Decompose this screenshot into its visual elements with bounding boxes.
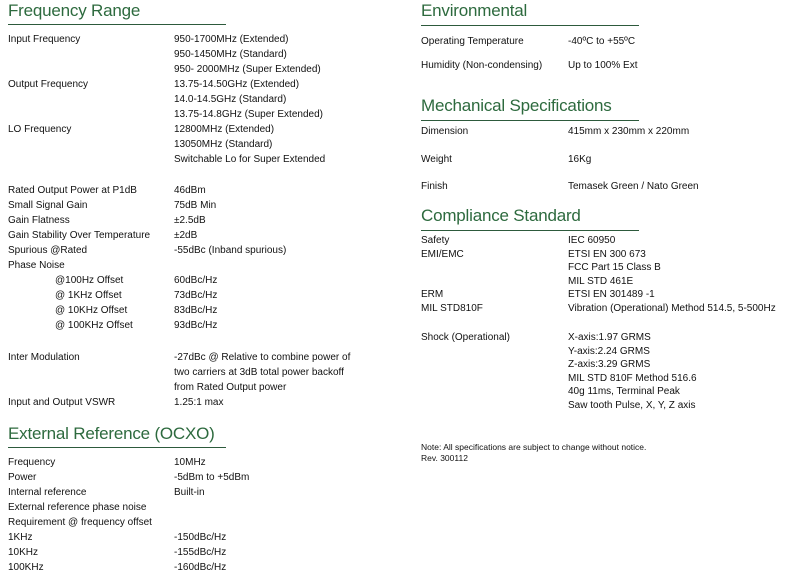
spec-label: MIL STD810F (421, 302, 483, 314)
external-reference-section (8, 424, 215, 444)
spec-label: ERM (421, 289, 444, 300)
spec-label: Gain Stability Over Temperature (8, 230, 151, 241)
spec-label: Weight (421, 154, 452, 165)
spec-label: @100Hz Offset (55, 275, 124, 286)
spec-row-inter-modulation (8, 350, 400, 365)
section-divider (421, 25, 639, 26)
mechanical-section (421, 96, 612, 116)
spec-row (421, 372, 792, 386)
spec-row-humidity (421, 58, 792, 73)
spec-label: 10KHz (8, 547, 39, 558)
spec-row-phase-noise-100khz (8, 318, 400, 333)
spec-row-ext-ref-phase-noise (8, 500, 400, 515)
spec-row (8, 92, 400, 107)
spec-row-spurious (8, 243, 400, 258)
spec-value: 1.25:1 max (174, 397, 224, 408)
spec-value: 415mm x 230mm x 220mm (568, 126, 690, 137)
compliance-rows (421, 234, 792, 315)
section-title-external-reference: External Reference (OCXO) (8, 424, 215, 443)
section-title-mechanical: Mechanical Specifications (421, 96, 612, 115)
section-title-compliance: Compliance Standard (421, 206, 581, 225)
spec-row (421, 261, 792, 275)
spec-row-rated-output-power (8, 183, 400, 198)
spec-label: @ 1KHz Offset (55, 290, 122, 301)
spec-row (421, 345, 792, 359)
spec-row-output-frequency (8, 77, 400, 92)
spec-value: Up to 100% Ext (568, 60, 638, 71)
spec-value: 46dBm (174, 185, 206, 196)
external-reference-rows (8, 455, 400, 575)
spec-value: 40g 11ms, Terminal Peak (568, 386, 680, 397)
spec-row (421, 358, 792, 372)
spec-value: -155dBc/Hz (174, 547, 227, 558)
spec-row (421, 385, 792, 399)
spec-row-weight (421, 152, 792, 167)
spec-value: from Rated Output power (174, 382, 287, 393)
spec-row-10khz (8, 545, 400, 560)
spec-row-shock (421, 331, 792, 345)
spec-value: -40ºC to +55ºC (568, 36, 636, 47)
spec-value: 950-1700MHz (Extended) (174, 34, 289, 45)
frequency-range-rows (8, 32, 400, 167)
spec-row-100khz (8, 560, 400, 575)
spec-label: Inter Modulation (8, 352, 80, 363)
spec-value: 950- 2000MHz (Super Extended) (174, 64, 321, 75)
spec-row (8, 47, 400, 62)
spec-value: 14.0-14.5GHz (Standard) (174, 94, 287, 105)
spec-row (8, 380, 400, 395)
spec-row-1khz (8, 530, 400, 545)
spec-label: Safety (421, 235, 450, 246)
spec-value: 75dB Min (174, 200, 217, 211)
spec-row-ref-frequency (8, 455, 400, 470)
spec-value: Vibration (Operational) Method 514.5, 5-500Hz (568, 302, 776, 314)
spec-row-operating-temperature (421, 34, 792, 49)
section-divider (8, 24, 226, 25)
spec-value: ETSI EN 300 673 (568, 248, 646, 260)
spec-value: ±2.5dB (174, 215, 206, 226)
section-divider (421, 120, 639, 121)
spec-value: 13050MHz (Standard) (174, 139, 273, 150)
spec-row (8, 152, 400, 167)
spec-label: External reference phase noise (8, 502, 147, 513)
spec-value: ±2dB (174, 230, 198, 241)
spec-label: Spurious @Rated (8, 245, 88, 256)
intermod-rows (8, 350, 400, 410)
spec-value: -150dBc/Hz (174, 532, 227, 543)
spec-label: @ 100KHz Offset (55, 320, 133, 331)
spec-row-erm (421, 288, 792, 302)
spec-row-requirement (8, 515, 400, 530)
spec-label: Humidity (Non-condensing) (421, 60, 543, 71)
spec-value: IEC 60950 (568, 235, 616, 246)
spec-row-phase-noise-100hz (8, 273, 400, 288)
spec-row (8, 62, 400, 77)
spec-row-dimension (421, 124, 792, 139)
spec-row-mil-std810f (421, 302, 792, 316)
spec-value: MIL STD 810F Method 516.6 (568, 372, 697, 384)
revision-label: Rev. 300112 (421, 453, 468, 463)
section-divider (421, 230, 639, 231)
spec-value: 13.75-14.8GHz (Super Extended) (174, 109, 323, 120)
section-divider (8, 447, 226, 448)
environmental-section (421, 1, 527, 21)
spec-value: 12800MHz (Extended) (174, 124, 275, 135)
disclaimer-note: Note: All specifications are subject to change without notice. (421, 442, 647, 452)
spec-row-small-signal-gain (8, 198, 400, 213)
spec-value: Switchable Lo for Super Extended (174, 154, 326, 165)
spec-value: X-axis:1.97 GRMS (568, 332, 651, 343)
spec-label: Requirement @ frequency offset (8, 517, 152, 528)
spec-label: 100KHz (8, 562, 44, 573)
spec-value: -55dBc (Inband spurious) (174, 245, 287, 256)
spec-row-vswr (8, 395, 400, 410)
spec-label: Gain Flatness (8, 215, 70, 226)
spec-value: MIL STD 461E (568, 275, 634, 287)
spec-label: Power (8, 472, 37, 483)
spec-label: LO Frequency (8, 124, 72, 135)
spec-row-phase-noise-1khz (8, 288, 400, 303)
spec-label: Small Signal Gain (8, 200, 88, 211)
spec-row-internal-reference (8, 485, 400, 500)
spec-label: EMI/EMC (421, 248, 464, 260)
spec-value: 13.75-14.50GHz (Extended) (174, 79, 300, 90)
spec-value: FCC Part 15 Class B (568, 262, 661, 273)
spec-label: Dimension (421, 126, 469, 137)
rf-specs-rows (8, 183, 400, 333)
spec-value: 10MHz (174, 457, 206, 468)
spec-label: 1KHz (8, 532, 33, 543)
spec-value: 60dBc/Hz (174, 275, 218, 286)
spec-row (8, 107, 400, 122)
spec-label: Internal reference (8, 487, 87, 498)
spec-row-phase-noise-10khz (8, 303, 400, 318)
frequency-range-section (8, 1, 140, 21)
spec-label: Finish (421, 181, 448, 192)
spec-value: Saw tooth Pulse, X, Y, Z axis (568, 399, 696, 411)
spec-row-gain-stability (8, 228, 400, 243)
spec-row (8, 365, 400, 380)
spec-row-gain-flatness (8, 213, 400, 228)
spec-value: Temasek Green / Nato Green (568, 181, 699, 192)
spec-row-phase-noise (8, 258, 400, 273)
spec-value: Y-axis:2.24 GRMS (568, 345, 650, 357)
spec-label: Operating Temperature (421, 36, 524, 47)
spec-label: Phase Noise (8, 260, 65, 271)
spec-row (421, 275, 792, 289)
spec-value: Z-axis:3.29 GRMS (568, 359, 651, 370)
spec-row-safety (421, 234, 792, 248)
spec-value: two carriers at 3dB total power backoff (174, 367, 344, 378)
spec-label: Rated Output Power at P1dB (8, 185, 137, 196)
section-title-frequency-range: Frequency Range (8, 1, 141, 20)
spec-label: Input and Output VSWR (8, 397, 116, 408)
spec-value: -160dBc/Hz (174, 562, 227, 573)
spec-label: Frequency (8, 457, 56, 468)
spec-value: Built-in (174, 487, 205, 498)
spec-label: @ 10KHz Offset (55, 305, 128, 316)
spec-value: 93dBc/Hz (174, 320, 218, 331)
spec-value: 83dBc/Hz (174, 305, 218, 316)
spec-row-finish (421, 179, 792, 194)
spec-label: Output Frequency (8, 79, 89, 90)
spec-row-input-frequency (8, 32, 400, 47)
spec-row-emi-emc (421, 248, 792, 262)
shock-rows (421, 331, 792, 412)
spec-label: Shock (Operational) (421, 332, 510, 343)
footer-note-block (421, 442, 792, 464)
spec-value: 16Kg (568, 154, 592, 165)
section-title-environmental: Environmental (421, 1, 528, 20)
spec-value: -5dBm to +5dBm (174, 472, 250, 483)
spec-label: Input Frequency (8, 34, 81, 45)
spec-value: -27dBc @ Relative to combine power of (174, 352, 351, 363)
spec-value: ETSI EN 301489 -1 (568, 289, 655, 300)
spec-row-lo-frequency (8, 122, 400, 137)
compliance-section (421, 206, 581, 226)
spec-row (421, 399, 792, 413)
spec-value: 950-1450MHz (Standard) (174, 49, 287, 60)
spec-row-ref-power (8, 470, 400, 485)
spec-row (8, 137, 400, 152)
spec-value: 73dBc/Hz (174, 290, 218, 301)
